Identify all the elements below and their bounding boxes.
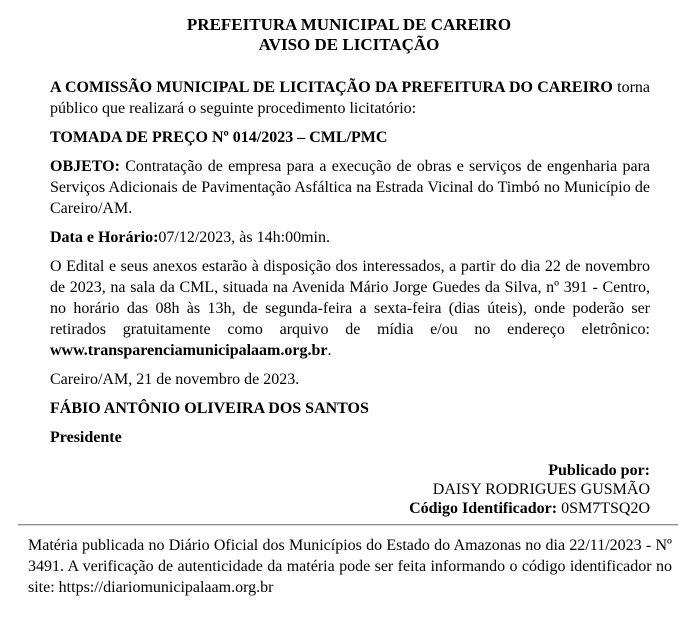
publication-block [50,461,650,518]
edital-text: O Edital e seus anexos estarão à disposição dos interessados, a partir do dia 22 de novembro de 2023, na sala da CML, situada na Avenida Mário Jorge Guedes da Silva, nº 391 - Centro, no horário das 08h às 13h, de segunda-feira a sexta-feira (dias úteis), onde poderão ser retirados gratuitamente como arquivo de mídia e/ou no endereço eletrônico: [50,258,650,338]
datetime-paragraph [50,227,650,248]
datetime-value: 07/12/2023, às 14h:00min. [158,229,330,246]
footer-divider [18,524,678,526]
notice-title: AVISO DE LICITAÇÃO [258,35,440,54]
objeto-paragraph [50,156,650,219]
datetime-label: Data e Horário: [50,229,159,246]
signer-name: FÁBIO ANTÔNIO OLIVEIRA DOS SANTOS [50,400,369,417]
identifier-code-value: 0SM7TSQ2O [561,500,650,517]
document-body [50,77,650,518]
published-by-name: DAISY RODRIGUES GUSMÃO [432,481,650,498]
footer-note [28,535,672,598]
identifier-code-line [50,499,650,518]
objeto-text: Contratação de empresa para a execução de obras e serviços de engenharia para Serviços Adicionais de Pavimentação Asfáltica na Estrada Vicinal do Timbó no Município de Careiro/AM. [50,158,650,217]
signer-title: Presidente [50,429,122,446]
document-header [0,0,698,55]
edital-text-end: . [327,342,332,359]
published-by-label: Publicado por: [548,462,650,479]
edital-paragraph [50,256,650,361]
identifier-code-label: Código Identificador: [409,500,558,517]
municipality-title: PREFEITURA MUNICIPAL DE CAREIRO [186,15,512,34]
intro-paragraph [50,77,650,119]
footer-text: Matéria publicada no Diário Oficial dos Municípios do Estado do Amazonas no dia 22/11/2023 - Nº 3491. A verificação de autenticidade da matéria pode ser feita informando o código identificador no site: [28,537,672,596]
place-date-line: Careiro/AM, 21 de novembro de 2023. [50,371,300,388]
intro-text: torna público que realizará o seguinte procedimento licitatório: [50,79,651,117]
procurement-number-title: TOMADA DE PREÇO Nº 014/2023 – CML/PMC [50,129,388,146]
intro-commission-name: A COMISSÃO MUNICIPAL DE LICITAÇÃO DA PREFEITURA DO CAREIRO [50,79,613,96]
transparency-portal-url: www.transparenciamunicipalaam.org.br [50,342,328,359]
diario-site-url: https://diariomunicipalaam.org.br [58,579,274,596]
objeto-label: OBJETO: [50,158,120,175]
